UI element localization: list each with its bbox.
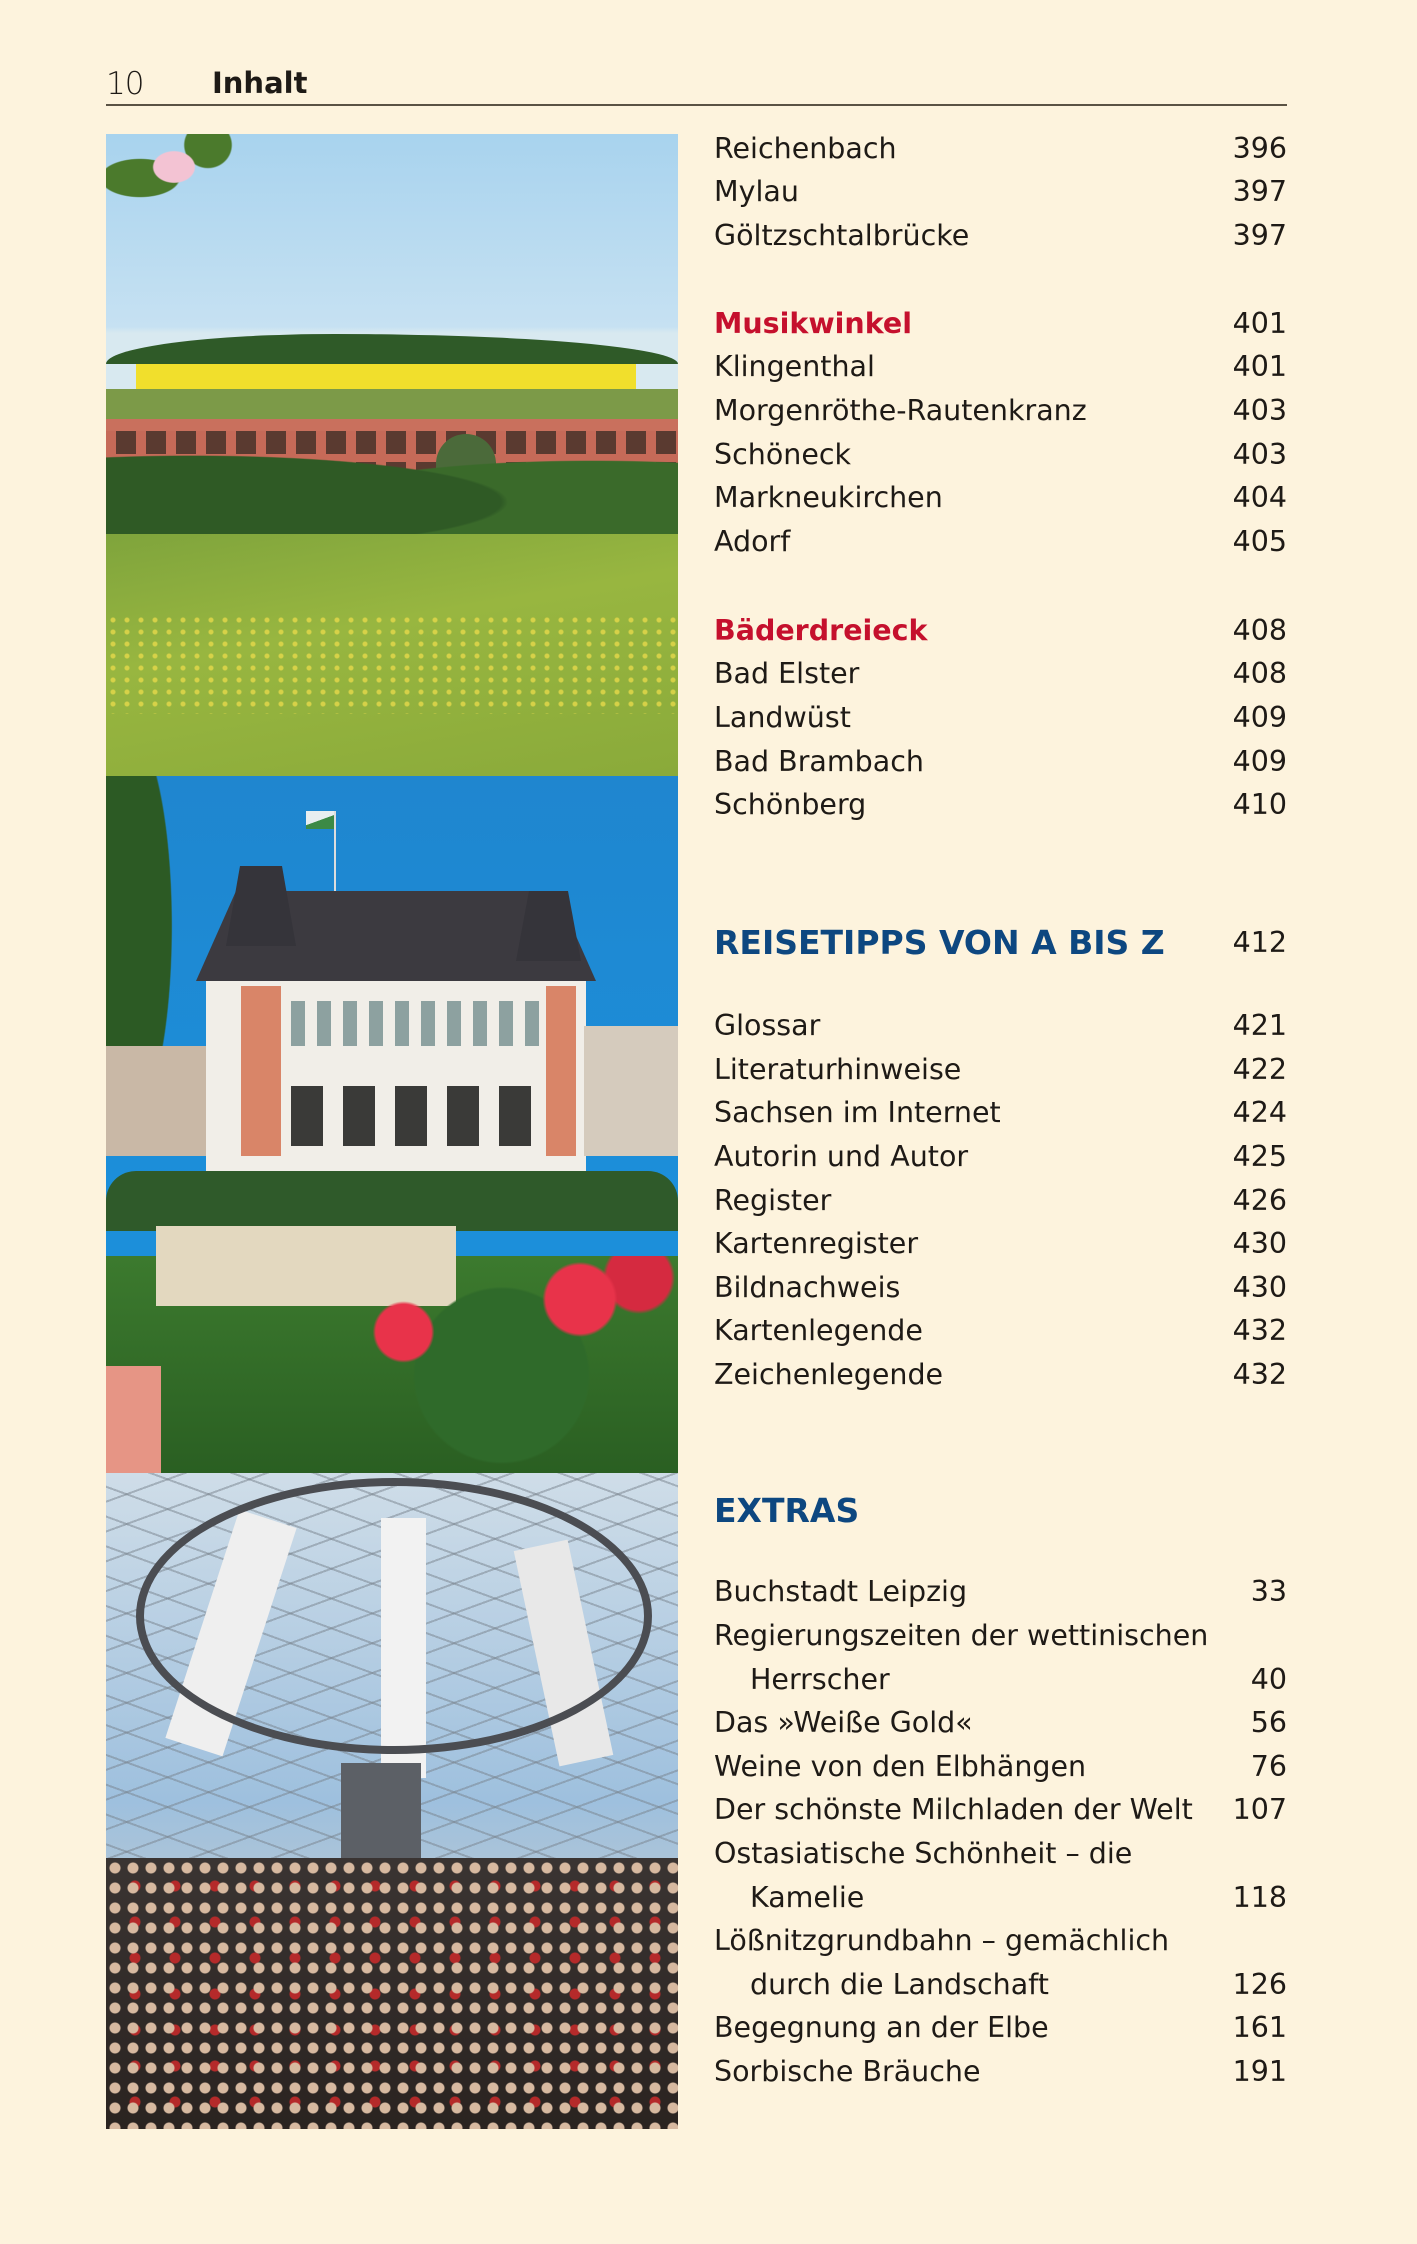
photo-column xyxy=(106,134,678,2129)
toc-entry[interactable]: Sorbische Bräuche 191 xyxy=(714,2055,1287,2088)
toc-entry[interactable]: Kartenregister 430 xyxy=(714,1227,1287,1260)
toc-entry[interactable]: Autorin und Autor 425 xyxy=(714,1140,1287,1173)
toc-entry[interactable]: Regierungszeiten der wettinischen xyxy=(714,1619,1209,1652)
toc-entry[interactable]: Sachsen im Internet 424 xyxy=(714,1096,1287,1129)
photo-book-fair xyxy=(106,1473,678,2129)
toc-entry[interactable]: Adorf 405 xyxy=(714,525,1287,558)
header-rule xyxy=(106,104,1287,106)
page-header xyxy=(106,62,1287,106)
toc-entry[interactable]: Weine von den Elbhängen 76 xyxy=(714,1750,1287,1783)
toc-entry[interactable]: Begegnung an der Elbe 161 xyxy=(714,2011,1287,2044)
photo-kurhaus xyxy=(106,776,678,1473)
toc-entry[interactable]: Landwüst 409 xyxy=(714,701,1287,734)
toc-entry-continuation[interactable]: Kamelie 118 xyxy=(750,1881,1287,1914)
toc-entry[interactable]: Bad Elster 408 xyxy=(714,657,1287,690)
toc-entry[interactable]: Markneukirchen 404 xyxy=(714,481,1287,514)
running-title: Inhalt xyxy=(212,66,308,100)
toc-chapter-reisetipps[interactable]: REISETIPPS VON A BIS Z 412 xyxy=(714,923,1287,962)
toc-entry[interactable]: Reichenbach 396 xyxy=(714,132,1287,165)
toc-heading-baederdreieck[interactable]: Bäderdreieck 408 xyxy=(714,614,1287,647)
toc-heading-musikwinkel[interactable]: Musikwinkel 401 xyxy=(714,307,1287,340)
toc-entry[interactable]: Register 426 xyxy=(714,1184,1287,1217)
page-number: 10 xyxy=(106,66,144,102)
toc-entry[interactable]: Zeichenlegende 432 xyxy=(714,1358,1287,1391)
toc-entry[interactable]: Das »Weiße Gold« 56 xyxy=(714,1706,1287,1739)
toc-chapter-extras[interactable]: EXTRAS xyxy=(714,1491,860,1530)
toc-entry[interactable]: Ostasiatische Schönheit – die xyxy=(714,1837,1133,1870)
toc-entry[interactable]: Morgenröthe-Rautenkranz 403 xyxy=(714,394,1287,427)
toc-entry[interactable]: Glossar 421 xyxy=(714,1009,1287,1042)
toc-entry[interactable]: Schöneck 403 xyxy=(714,438,1287,471)
toc-entry-continuation[interactable]: durch die Landschaft 126 xyxy=(750,1968,1287,2001)
toc-entry[interactable]: Buchstadt Leipzig 33 xyxy=(714,1575,1287,1608)
toc-entry-continuation[interactable]: Herrscher 40 xyxy=(750,1663,1287,1696)
toc-entry[interactable]: Göltzschtalbrücke 397 xyxy=(714,219,1287,252)
photo-viaduct xyxy=(106,134,678,776)
toc-entry[interactable]: Lößnitzgrundbahn – gemächlich xyxy=(714,1924,1170,1957)
toc-entry[interactable]: Kartenlegende 432 xyxy=(714,1314,1287,1347)
toc-entry[interactable]: Der schönste Milchladen der Welt 107 xyxy=(714,1793,1287,1826)
toc-entry[interactable]: Schönberg 410 xyxy=(714,788,1287,821)
toc-entry[interactable]: Mylau 397 xyxy=(714,175,1287,208)
toc-entry[interactable]: Klingenthal 401 xyxy=(714,350,1287,383)
toc-entry[interactable]: Literaturhinweise 422 xyxy=(714,1053,1287,1086)
toc-entry[interactable]: Bildnachweis 430 xyxy=(714,1271,1287,1304)
toc-entry[interactable]: Bad Brambach 409 xyxy=(714,745,1287,778)
